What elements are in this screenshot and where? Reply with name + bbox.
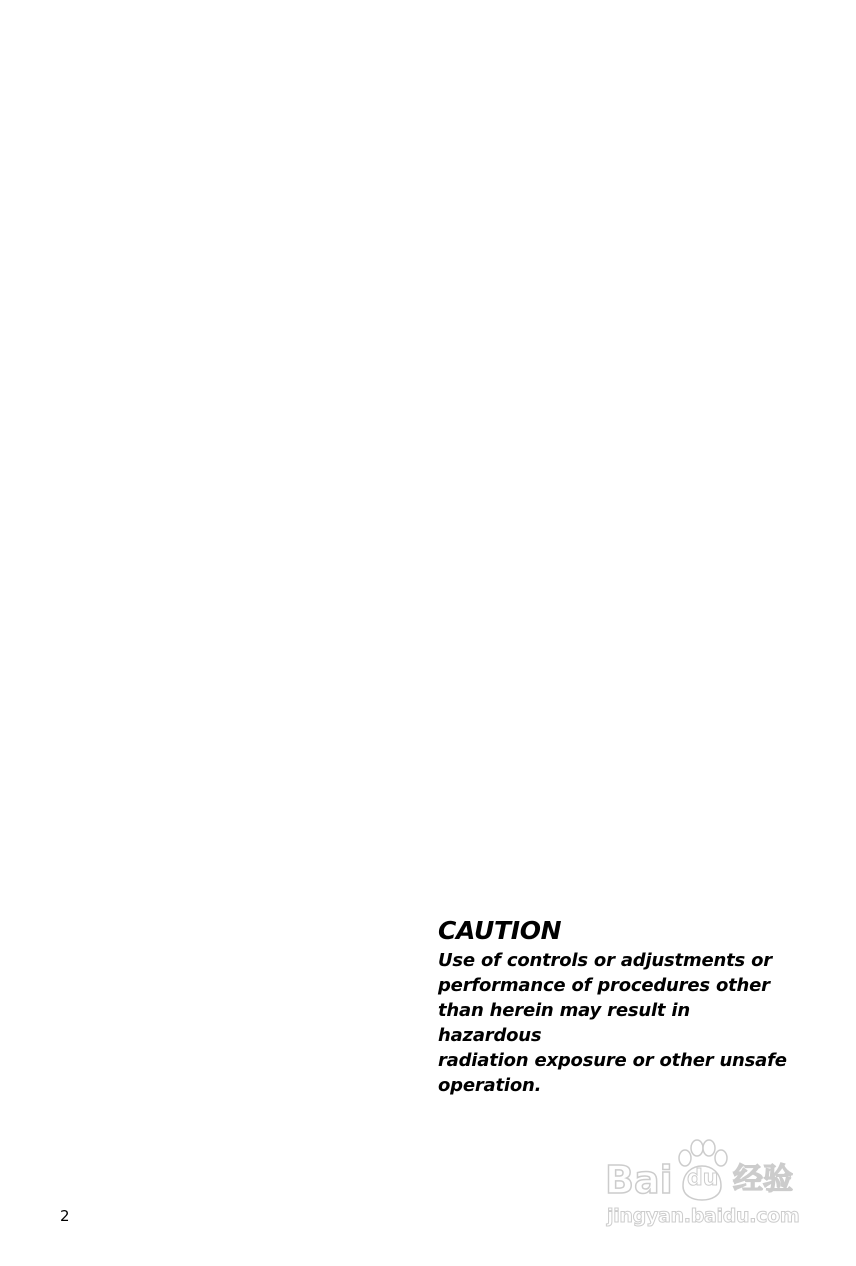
watermark-logo bbox=[605, 1158, 805, 1202]
caution-line: performance of procedures other bbox=[438, 975, 770, 996]
watermark-du-text: du bbox=[687, 1166, 719, 1191]
caution-line: radiation exposure or other unsafe bbox=[438, 1050, 787, 1071]
watermark-url: jingyan.baidu.com bbox=[607, 1205, 800, 1227]
caution-line: Use of controls or adjustments or bbox=[438, 950, 772, 971]
watermark-jingyan-text: 经验 bbox=[733, 1162, 793, 1197]
caution-body bbox=[438, 948, 798, 1098]
page-number: 2 bbox=[60, 1207, 70, 1225]
caution-line: operation. bbox=[438, 1075, 542, 1096]
caution-line: than herein may result in hazardous bbox=[438, 1000, 690, 1046]
caution-title: CAUTION bbox=[438, 916, 562, 945]
baidu-jingyan-watermark bbox=[605, 1136, 805, 1232]
caution-notice bbox=[438, 916, 798, 1098]
watermark-bai-text: Bai bbox=[605, 1158, 673, 1202]
